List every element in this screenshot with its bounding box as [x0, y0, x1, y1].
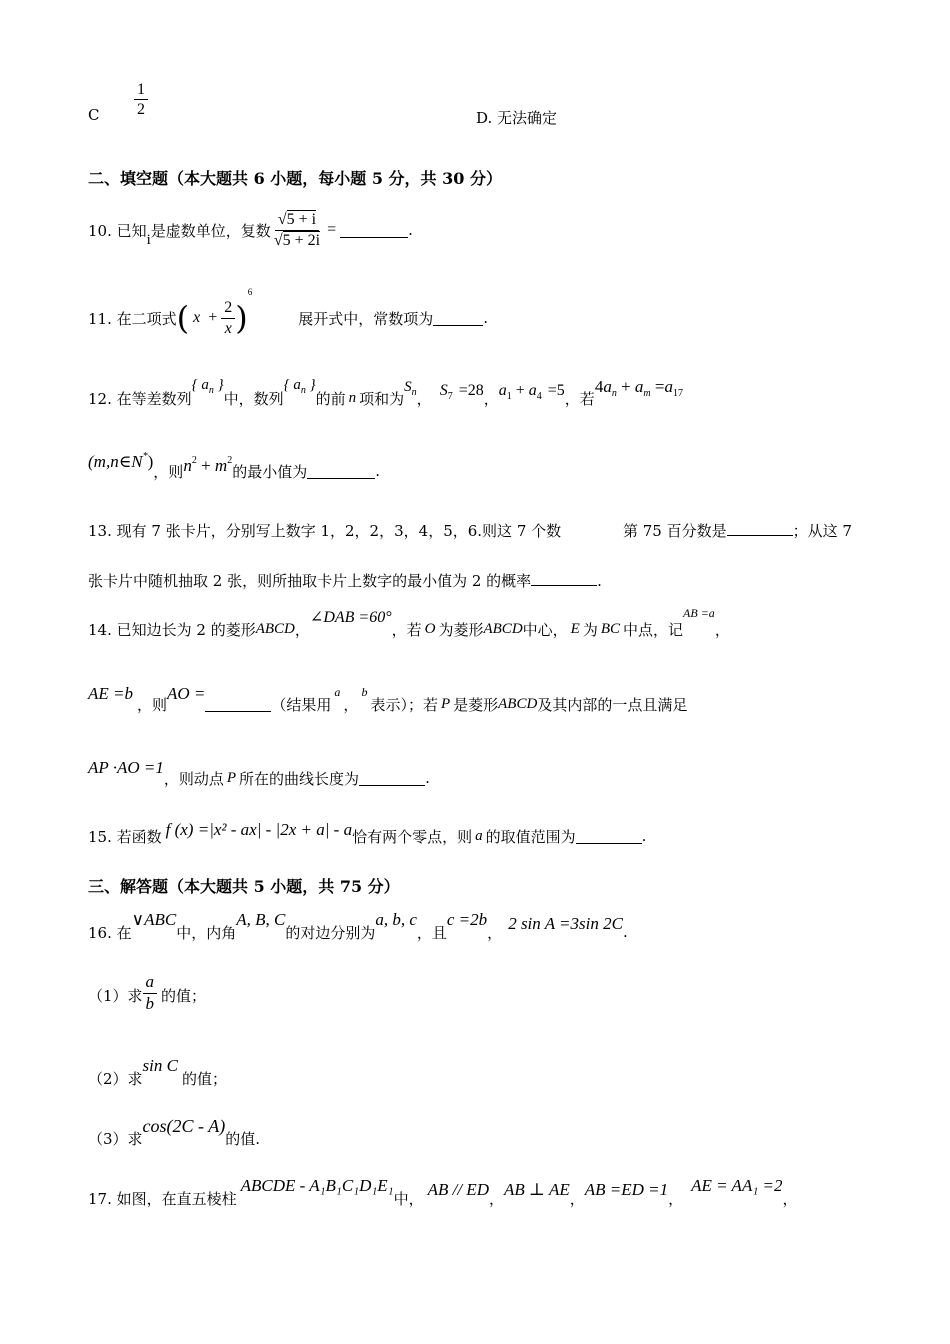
question-12-line1 — [88, 372, 683, 412]
q16-p2-label: （2）求 — [88, 1069, 143, 1088]
q14-P2: P — [226, 769, 237, 786]
q12-prefix: 12. 在等差数列 — [88, 389, 192, 408]
q14-AO: AO = — [167, 684, 206, 703]
q12-expression: $n^2 + m^2$ — [183, 454, 233, 475]
q12-then: ，则 — [153, 462, 184, 481]
q12-tail: 的最小值为 — [232, 462, 308, 481]
q15-t1: 恰有两个零点，则 — [352, 827, 473, 846]
q11-power: 6 — [247, 287, 253, 297]
question-16 — [88, 906, 628, 942]
q12-mid3: 项和为 — [359, 389, 405, 408]
option-d: D. 无法确定 — [476, 109, 558, 127]
q16-equation: 2 sin A =3sin 2C — [508, 914, 623, 933]
q10-equals: = — [327, 221, 337, 238]
q16-p1-fraction — [143, 972, 158, 1014]
q16-t1: 中，内角 — [176, 923, 237, 942]
q14-t6: ， — [714, 620, 730, 639]
q14-vec-a: a — [334, 684, 341, 699]
q10-answer-blank[interactable] — [340, 223, 408, 238]
q12-Sn: $S_n$ — [404, 378, 417, 398]
q14-BC: BC — [600, 620, 621, 637]
q10-prefix: 10. 已知 — [88, 221, 147, 240]
q14-t5: 中点，记 — [623, 620, 684, 639]
q17-parallel: AB // ED — [427, 1180, 489, 1199]
q13-end: . — [597, 572, 602, 590]
q12-if: ，若 — [564, 389, 595, 408]
q14-end: . — [425, 769, 430, 787]
section-title-fill-in: 二、填空题（本大题共 6 小题，每小题 5 分，共 30 分） — [88, 169, 502, 188]
question-13-line2 — [88, 570, 602, 591]
q14-t7: ，则 — [137, 695, 168, 714]
q12-comma2: ， — [483, 389, 499, 408]
q15-function: f (x) =|x² - ax| - |2x + a| - a — [165, 820, 353, 839]
q12-end: . — [375, 462, 380, 480]
q16-sides: a, b, c — [375, 910, 417, 929]
q11-denominator: x — [224, 319, 232, 337]
q17-lengths-2: AE = AA₁ =2 — [691, 1176, 783, 1195]
q11-end: . — [483, 309, 489, 327]
q14-t11: 是菱形 — [453, 695, 499, 714]
q16-part-3 — [88, 1112, 260, 1148]
q14-abcd: ABCD — [255, 620, 295, 637]
q16-t4: ， — [487, 923, 503, 942]
q16-p1-denominator: b — [145, 993, 155, 1013]
q17-c3: ， — [668, 1189, 684, 1208]
q14-P: P — [440, 695, 451, 712]
question-14-line2 — [88, 680, 687, 716]
q13-answer-blank-1[interactable] — [727, 521, 793, 536]
q14-comma: ， — [294, 620, 310, 639]
q14-AB-eq-a: AB =a — [683, 605, 715, 620]
option-c — [88, 106, 99, 124]
q14-AP-dot-AO: AP ·AO =1 — [88, 758, 164, 777]
q11-left-paren: ( — [176, 299, 190, 337]
q14-t4: 为 — [582, 620, 598, 639]
q16-p3-label: （3）求 — [88, 1129, 143, 1148]
q13-answer-blank-2[interactable] — [531, 571, 597, 586]
q16-prefix: 16. 在 — [88, 923, 132, 942]
q11-prefix: 11. 在二项式 — [88, 309, 177, 328]
q11-right-paren: ) — [235, 299, 248, 337]
q15-a: a — [475, 827, 483, 844]
q17-c4: ， — [782, 1189, 798, 1208]
q14-t8: （结果用 — [271, 695, 332, 714]
q16-p2-tail: 的值； — [181, 1069, 227, 1088]
q14-t12: 及其内部的一点且满足 — [537, 695, 688, 714]
question-13-line1 — [88, 520, 561, 541]
option-c-fraction — [134, 80, 148, 119]
q14-AE-eq-b: AE =b — [88, 684, 133, 703]
q17-prefix: 17. 如图，在直五棱柱 — [88, 1189, 237, 1208]
q16-part-2 — [88, 1052, 227, 1088]
q14-t9: ， — [343, 695, 359, 714]
q17-c1: ， — [488, 1189, 504, 1208]
q15-t2: 的取值范围为 — [485, 827, 576, 846]
q16-angles: A, B, C — [236, 910, 286, 929]
q17-c2: ， — [569, 1189, 585, 1208]
q16-p1-tail: 的值； — [161, 986, 207, 1005]
q14-answer-blank-2[interactable] — [359, 771, 425, 786]
q16-end: . — [622, 923, 628, 941]
q12-n: n — [348, 389, 357, 406]
q13-line1-text: 13. 现有 7 张卡片，分别写上数字 1，2，2，3，4，5，6.则这 7 个数 — [88, 522, 562, 540]
question-13-p75 — [623, 520, 852, 541]
option-c-label: C — [88, 106, 100, 124]
q11-numerator: 2 — [221, 298, 235, 318]
q14-t3: 中心， — [522, 620, 568, 639]
q12-sequence-an-2: { $a_n$ } — [283, 376, 316, 396]
q12-S7: $S_7 =28$ — [439, 382, 484, 402]
question-12-line2 — [88, 448, 380, 482]
q12-comma1: ， — [416, 389, 432, 408]
q16-part-1 — [88, 968, 206, 1018]
question-17 — [88, 1172, 797, 1208]
q15-end: . — [641, 827, 647, 845]
q10-numerator: √5 + i — [275, 210, 319, 230]
q14-prefix: 14. 已知边长为 2 的菱形 — [88, 620, 256, 639]
q10-mid: 是虚数单位，复数 — [150, 221, 271, 240]
q11-fraction — [221, 298, 235, 337]
q17-lengths-1: AB =ED =1 — [584, 1180, 669, 1199]
q17-t1: 中， — [393, 1189, 424, 1208]
q16-c-eq-2b: c =2b — [446, 910, 488, 929]
q14-t10: 表示）；若 — [370, 695, 438, 714]
option-c-numerator: 1 — [134, 80, 148, 100]
q11-answer-blank[interactable] — [433, 311, 483, 326]
q10-fraction — [271, 210, 323, 249]
q16-t3: ，且 — [416, 923, 447, 942]
q14-E: E — [570, 620, 580, 637]
q14-vec-b: b — [361, 684, 368, 699]
q15-prefix: 15. 若函数 — [88, 827, 162, 846]
q13-p75-text: 第 75 百分数是 — [623, 522, 727, 540]
q14-t1: ，若 — [391, 620, 422, 639]
q11-x: x — [193, 309, 201, 326]
q12-answer-blank[interactable] — [307, 464, 375, 479]
q16-p2-expression: sin C — [142, 1056, 178, 1075]
question-15 — [88, 812, 646, 848]
q16-p3-expression: cos(2C - A) — [142, 1115, 226, 1136]
q11-suffix: 展开式中，常数项为 — [298, 309, 434, 328]
q14-angle: ∠DAB =60° — [309, 609, 392, 626]
q12-sequence-an: { $a_n$ } — [191, 376, 224, 396]
q16-p1-label: （1）求 — [88, 986, 143, 1005]
q14-answer-blank-1[interactable] — [205, 697, 271, 712]
q12-mid1: 中，数列 — [223, 389, 284, 408]
q16-p3-tail: 的值. — [225, 1129, 260, 1148]
question-14-line1 — [88, 603, 730, 643]
q12-a1-a4: $a_1 + a_4 =5$ — [498, 382, 565, 402]
question-11 — [88, 288, 488, 348]
q11-plus: + — [208, 309, 218, 326]
option-c-denominator: 2 — [137, 101, 145, 119]
q12-mid2: 的前 — [315, 389, 346, 408]
q14-t2: 为菱形 — [438, 620, 484, 639]
question-10 — [88, 200, 413, 260]
q14-O: O — [424, 620, 436, 637]
q15-answer-blank[interactable] — [576, 829, 642, 844]
q16-triangle: ∨ABC — [131, 910, 177, 929]
q10-imag-unit: i — [146, 231, 151, 248]
q14-t14: 所在的曲线长度为 — [239, 769, 360, 788]
q14-abcd3: ABCD — [498, 695, 538, 712]
q10-end: . — [408, 221, 413, 239]
q16-t2: 的对边分别为 — [285, 923, 376, 942]
q17-prism: ABCDE - A₁B₁C₁D₁E₁ — [240, 1176, 394, 1195]
q13-line2-text: 张卡片中随机抽取 2 张，则所抽取卡片上数字的最小值为 2 的概率 — [88, 572, 532, 590]
q13-sep: ；从这 7 — [792, 522, 852, 540]
question-14-line3 — [88, 754, 430, 790]
q16-p1-numerator: a — [143, 972, 158, 993]
q14-t13: ，则动点 — [163, 769, 224, 788]
q12-domain: (m,n∈N*) — [88, 450, 154, 471]
q10-denominator: √5 + 2i — [273, 231, 321, 249]
q17-perpendicular: AB ⊥ AE — [504, 1180, 570, 1199]
q12-condition: $4a_n + a_m =a_{17}$ — [594, 377, 683, 399]
q14-abcd2: ABCD — [483, 620, 523, 637]
section-title-answer: 三、解答题（本大题共 5 小题，共 75 分） — [88, 877, 400, 896]
